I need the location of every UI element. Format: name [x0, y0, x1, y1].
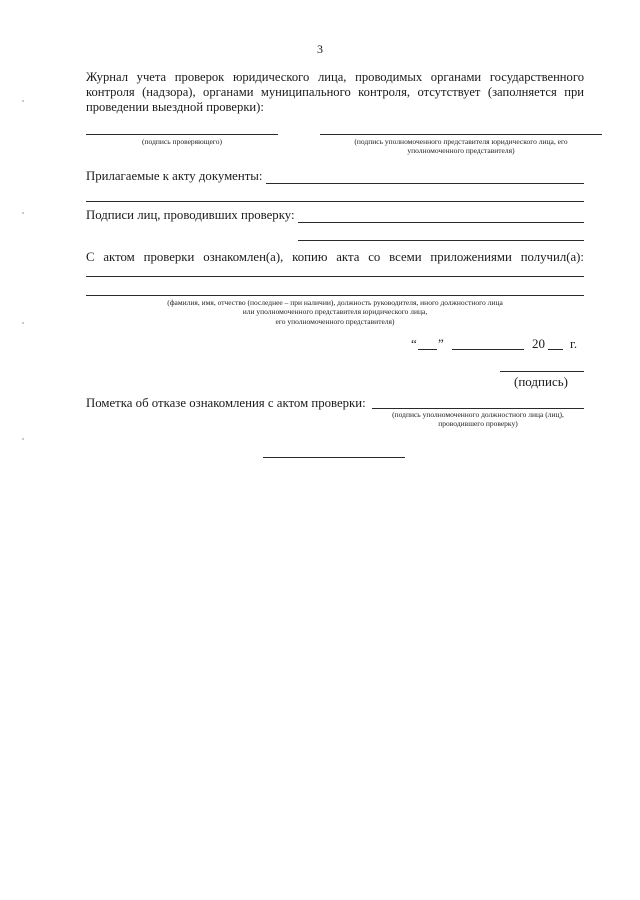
fio-caption-3: его уполномоченного представителя)	[275, 317, 395, 326]
acquainted-line-2[interactable]	[86, 295, 584, 296]
acquainted-word: проверки	[143, 250, 195, 264]
acquainted-statement	[86, 250, 584, 265]
scan-mark	[22, 100, 24, 102]
acquainted-line-1[interactable]	[86, 276, 584, 277]
refusal-caption-1: (подпись уполномоченного должностного лица (лиц),	[392, 410, 564, 419]
fio-caption-2: или уполномоченного представителя юридического лица,	[242, 307, 428, 316]
scan-mark	[22, 212, 24, 214]
date-year-suffix: г.	[570, 336, 578, 351]
acquainted-signature-line[interactable]	[500, 371, 584, 372]
inspector-signatures-line-2[interactable]	[298, 240, 584, 241]
scan-mark	[22, 322, 24, 324]
closing-rule	[263, 457, 405, 458]
representative-signature-caption-2: уполномоченного представителя)	[407, 146, 515, 155]
acquainted-word: со	[368, 250, 381, 264]
inspector-signature-caption: (подпись проверяющего)	[142, 137, 222, 146]
attached-docs-label: Прилагаемые к акту документы:	[86, 169, 263, 183]
refusal-signature-line[interactable]	[372, 408, 584, 409]
attached-docs-line-2[interactable]	[86, 201, 584, 202]
acquainted-word: акта	[336, 250, 360, 264]
date-year-field[interactable]	[548, 349, 563, 350]
journal-line-1: Журнал учета проверок юридического лица, проводимых органами государственного	[86, 70, 584, 84]
date-close-quote: ”	[438, 336, 444, 351]
acquainted-word: ознакомлен(а),	[203, 250, 284, 264]
date-day-field[interactable]	[418, 349, 437, 350]
fio-caption-1: (фамилия, имя, отчество (последнее – при наличии), должность руководителя, иного должностного лица	[167, 298, 503, 307]
page-number: 3	[317, 42, 323, 56]
representative-signature-caption-1: (подпись уполномоченного представителя юридического лица, его	[354, 137, 568, 146]
attached-docs-line-1[interactable]	[266, 183, 584, 184]
acquainted-word: всеми	[389, 250, 422, 264]
date-year-prefix: 20	[532, 336, 545, 351]
refusal-caption-2: проводившего проверку)	[438, 419, 518, 428]
journal-paragraph	[86, 70, 584, 115]
acquainted-word: приложениями	[430, 250, 512, 264]
refusal-label: Пометка об отказе ознакомления с актом проверки:	[86, 396, 366, 410]
date-month-field[interactable]	[452, 349, 524, 350]
representative-signature-line[interactable]	[320, 134, 602, 135]
signature-caption: (подпись)	[514, 374, 568, 389]
date-open-quote: “	[411, 336, 417, 351]
journal-line-2: контроля (надзора), органами муниципального контроля, отсутствует (заполняется при	[86, 85, 584, 99]
acquainted-word: копию	[292, 250, 328, 264]
scan-mark	[22, 438, 24, 440]
acquainted-word: актом	[103, 250, 135, 264]
signatures-label: Подписи лиц, проводивших проверку:	[86, 208, 295, 222]
acquainted-word: С	[86, 250, 95, 264]
journal-line-3: проведении выездной проверки):	[86, 100, 264, 114]
inspector-signature-line[interactable]	[86, 134, 278, 135]
acquainted-word: получил(а):	[520, 250, 584, 264]
inspector-signatures-line-1[interactable]	[298, 222, 584, 223]
